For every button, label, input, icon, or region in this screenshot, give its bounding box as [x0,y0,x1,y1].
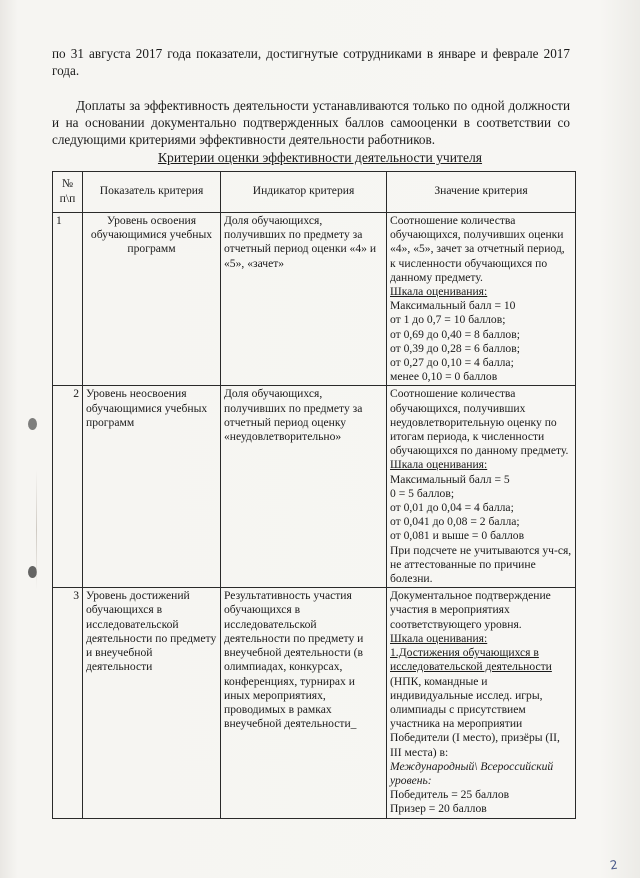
scale-item: Призер = 20 баллов [390,802,487,816]
scale-item: от 0,39 до 0,28 = 6 баллов; [390,341,520,355]
header-value: Значение критерия [387,172,576,213]
scale-item: Победитель = 25 баллов [390,788,510,802]
value-intro: Соотношение количества обучающихся, получивших неудовлетворительную оценку по итогам периода, к численности обучающихся по данному предмету. [390,387,569,458]
scale-item: Максимальный балл = 10 [390,299,516,313]
criterion-indicator: Доля обучающихся, получивших по предмету за отчетный период оценку «неудовлетворительно» [221,386,387,588]
header-indicator: Индикатор критерия [221,172,387,213]
criterion-value [387,386,576,588]
table-row [53,213,576,386]
table-row [53,386,576,588]
header-indicator-name: Показатель критерия [83,172,221,213]
table-title: Критерии оценки эффективности деятельности учителя [157,150,483,165]
criterion-indicator: Доля обучающихся, получивших по предмету за отчетный период оценки «4» и «5», «зачет» [221,213,387,386]
header-num: № п\п [53,172,83,213]
criterion-name: Уровень достижений обучающихся в исследовательской деятельности по предмету и внеучебной деятельности [83,588,221,818]
scale-item: от 0,041 до 0,08 = 2 балла; [390,515,520,529]
punch-hole [28,418,37,430]
scale-note: При подсчете не учитываются уч-ся, не аттестованные по причине болезни. [390,543,572,586]
criterion-name: Уровень освоения обучающимися учебных программ [83,213,221,386]
intro-paragraph-1: по 31 августа 2017 года показатели, достигнутые сотрудниками в январе и феврале 2017 года. [52,46,570,79]
level-label: Международный\ Всероссийский уровень: [390,759,554,787]
scale-item: 0 = 5 баллов; [390,486,455,500]
scale-item: от 0,69 до 0,40 = 8 баллов; [390,327,520,341]
row-number: 2 [53,386,83,588]
scale-label: Шкала оценивания: [390,458,488,472]
scale-label: Шкала оценивания: [390,631,488,645]
criterion-value [387,588,576,818]
table-header-row [53,172,576,213]
table-row [53,588,576,818]
criteria-table [52,171,576,819]
scale-item: от 0,01 до 0,04 = 4 балла; [390,501,514,515]
scale-label: Шкала оценивания: [390,285,488,299]
value-intro: Соотношение количества обучающихся, получивших оценки «4», «5», зачет за отчетный период, к численности обучающихся по данному предмету. [390,214,565,284]
value-intro: Документальное подтверждение участия в мероприятиях соответствующего уровня. [390,589,551,631]
scale-item: от 0,081 и выше = 0 баллов [390,529,525,543]
criterion-indicator: Результативность участия обучающихся в исследовательской деятельности по предмету и внеучебной деятельности (в олимпиадах, конкурсах, конференциях, турнирах и иных мероприятиях, проводимых в рамках внеучебной деятельности_ [221,588,387,818]
scale-item: Максимальный балл = 5 [390,472,510,486]
intro-paragraph-2: Доплаты за эффективность деятельности устанавливаются только по одной должности и на основании документально подтвержденных баллов самооценки в соответствии со следующими критериями эффективности деятельности работников. [52,98,570,148]
page-number: 2 [609,857,619,873]
criterion-name: Уровень неосвоения обучающимися учебных программ [83,386,221,588]
scale-item: от 1 до 0,7 = 10 баллов; [390,313,506,327]
row-number: 1 [53,213,83,386]
sub-text: (НПК, командные и индивидуальные исслед. игры, олимпиады с присутствием участника на мероприятии Победители (I место), призёры (II, III места) в: [390,674,560,759]
scale-item: менее 0,10 = 0 баллов [390,370,498,384]
scale-item: от 0,27 до 0,10 = 4 балла; [390,356,514,370]
row-number: 3 [53,588,83,818]
paper-fold [36,470,37,590]
sub-heading: 1.Достижения обучающихся в исследовательской деятельности [390,646,552,674]
criterion-value [387,213,576,386]
